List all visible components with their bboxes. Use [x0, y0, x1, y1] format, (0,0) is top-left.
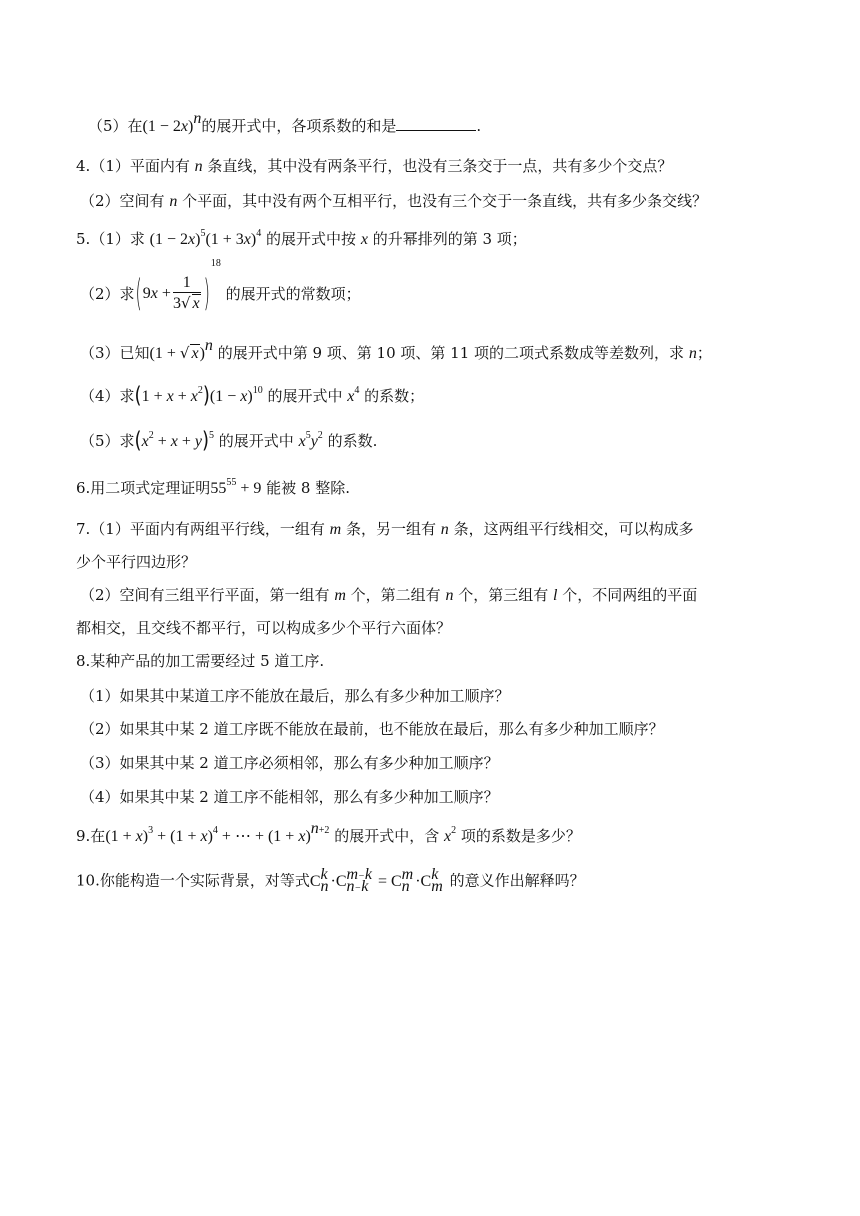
question-7-part-2-line-2	[76, 618, 451, 638]
math-expression: 9x +	[142, 285, 171, 302]
question-number: 5.	[76, 230, 91, 248]
question-9	[76, 819, 581, 847]
math-expression: $(1 - 2x)^n$	[142, 109, 202, 135]
question-text: 的展开式中	[267, 387, 343, 405]
question-text: 的系数.	[327, 432, 378, 450]
question-5-part-5	[80, 427, 378, 454]
question-text: （3）如果其中某 2 道工序必须相邻，那么有多少种加工顺序？	[80, 754, 499, 772]
question-text: （2）如果其中某 2 道工序既不能放在最前，也不能放在最后，那么有多少种加工顺序？	[80, 720, 664, 738]
question-text: 的展开式中第 9 项、第 10 项、第 11 项的二项式系数成等差数列，求	[217, 344, 685, 362]
question-text: 个，第二组有	[350, 586, 441, 604]
label: 7.（1）平面内有两组平行线，一组有	[76, 520, 325, 538]
question-number: 4.	[76, 157, 91, 175]
punctuation: ；	[696, 344, 712, 362]
question-text: 的展开式中按	[266, 230, 357, 248]
math-term: $x^2$	[443, 824, 457, 845]
label: （2）空间有	[80, 192, 165, 210]
label: （3）已知	[80, 344, 150, 362]
question-text: 个平面，其中没有两个互相平行，也没有三个交于一条直线，共有多少条交线？	[182, 192, 708, 210]
math-expression: (1 + √ x)$^n$	[149, 336, 213, 362]
label: （1）平面内有	[90, 157, 190, 175]
question-3-part-5	[88, 109, 482, 137]
question-text: 少个平行四边形？	[76, 553, 197, 571]
question-text: 条直线，其中没有两条平行，也没有三条交于一点，共有多少个交点？	[207, 157, 673, 175]
question-text: 个，不同两组的平面	[562, 586, 698, 604]
label: （5）求	[80, 432, 135, 450]
exponent: 18	[210, 258, 221, 269]
variable: m	[329, 521, 342, 538]
question-text: （1）如果其中某道工序不能放在最后，那么有多少种加工顺序？	[80, 687, 510, 705]
question-7-part-1-line-2	[76, 552, 196, 572]
variable: n	[445, 587, 454, 604]
question-8-part-3	[80, 753, 499, 773]
variable: n	[169, 193, 178, 210]
question-text: 的展开式中，含	[334, 827, 440, 845]
question-5-part-4	[80, 382, 425, 409]
math-term: $x^5y^2$	[298, 429, 323, 450]
question-4-part-1	[76, 156, 672, 177]
question-10	[76, 866, 585, 895]
math-expression: $(1 + x)^3 + (1 + x)^4$ + ⋯ + $(1 + x)^{n+2}$	[105, 819, 330, 845]
math-expression: $(1 - 2x)^5(1 + 3x)^4$	[149, 227, 262, 248]
right-paren: )	[203, 271, 210, 315]
math-term: $x^4$	[347, 384, 360, 405]
question-text: 6.用二项式定理证明	[76, 479, 211, 497]
question-7-part-2-line-1	[80, 585, 697, 606]
question-8-title	[76, 651, 324, 671]
question-5-part-2	[80, 258, 361, 326]
combination-identity: C k n ·C m−k n−k = C m n ·C k m	[309, 866, 443, 895]
fraction: $\frac{1}{3√ x}$	[172, 274, 200, 312]
question-text: 的系数；	[364, 387, 425, 405]
variable: n	[688, 345, 697, 362]
question-text: 的展开式的常数项；	[225, 285, 361, 303]
question-text: 的升幂排列的第 3 项；	[372, 230, 527, 248]
label: （1）求	[90, 230, 145, 248]
period: .	[476, 117, 482, 135]
question-7-part-1-line-1	[76, 519, 694, 540]
left-paren: (	[135, 271, 142, 315]
question-8-part-2	[80, 719, 664, 739]
math-expression: $(x^2 + x + y)^5$	[134, 427, 214, 454]
question-text: 的展开式中	[218, 432, 294, 450]
question-5-part-1	[76, 229, 527, 250]
question-5-part-3	[80, 336, 712, 364]
math-expression: $(1 + x + x^2)(1 - x)^{10}$	[134, 382, 263, 409]
question-text: 能被 8 整除.	[266, 479, 350, 497]
question-text: 个，第三组有	[458, 586, 549, 604]
variable: l	[553, 587, 558, 604]
question-text: 项的系数是多少？	[460, 827, 581, 845]
label: 10.你能构造一个实际背景，对等式	[76, 871, 310, 890]
question-text: 条，这两组平行线相交，可以构成多	[453, 520, 694, 538]
variable: x	[360, 231, 368, 248]
question-6	[76, 478, 350, 499]
variable: n	[194, 158, 203, 175]
math-expression: $55^{55} + 9$	[210, 476, 262, 497]
question-text: 条，另一组有	[345, 520, 436, 538]
question-text: 的意义作出解释吗？	[449, 871, 585, 890]
variable: m	[334, 587, 346, 604]
label: （4）求	[80, 387, 135, 405]
label: 9.在	[76, 827, 106, 845]
variable: n	[440, 521, 449, 538]
answer-blank	[396, 116, 476, 131]
question-text: （4）如果其中某 2 道工序不能相邻，那么有多少种加工顺序？	[80, 788, 499, 806]
label: （2）空间有三组平行平面，第一组有	[80, 586, 330, 604]
question-text: 的展开式中，各项系数的和是	[201, 117, 397, 135]
question-text: 8.某种产品的加工需要经过 5 道工序.	[76, 652, 325, 670]
question-8-part-1	[80, 686, 510, 706]
label: （5）在	[88, 117, 143, 135]
label: （2）求	[80, 285, 135, 303]
question-text: 都相交，且交线不都平行，可以构成多少个平行六面体？	[76, 619, 452, 637]
question-8-part-4	[80, 787, 499, 807]
question-4-part-2	[80, 191, 707, 212]
